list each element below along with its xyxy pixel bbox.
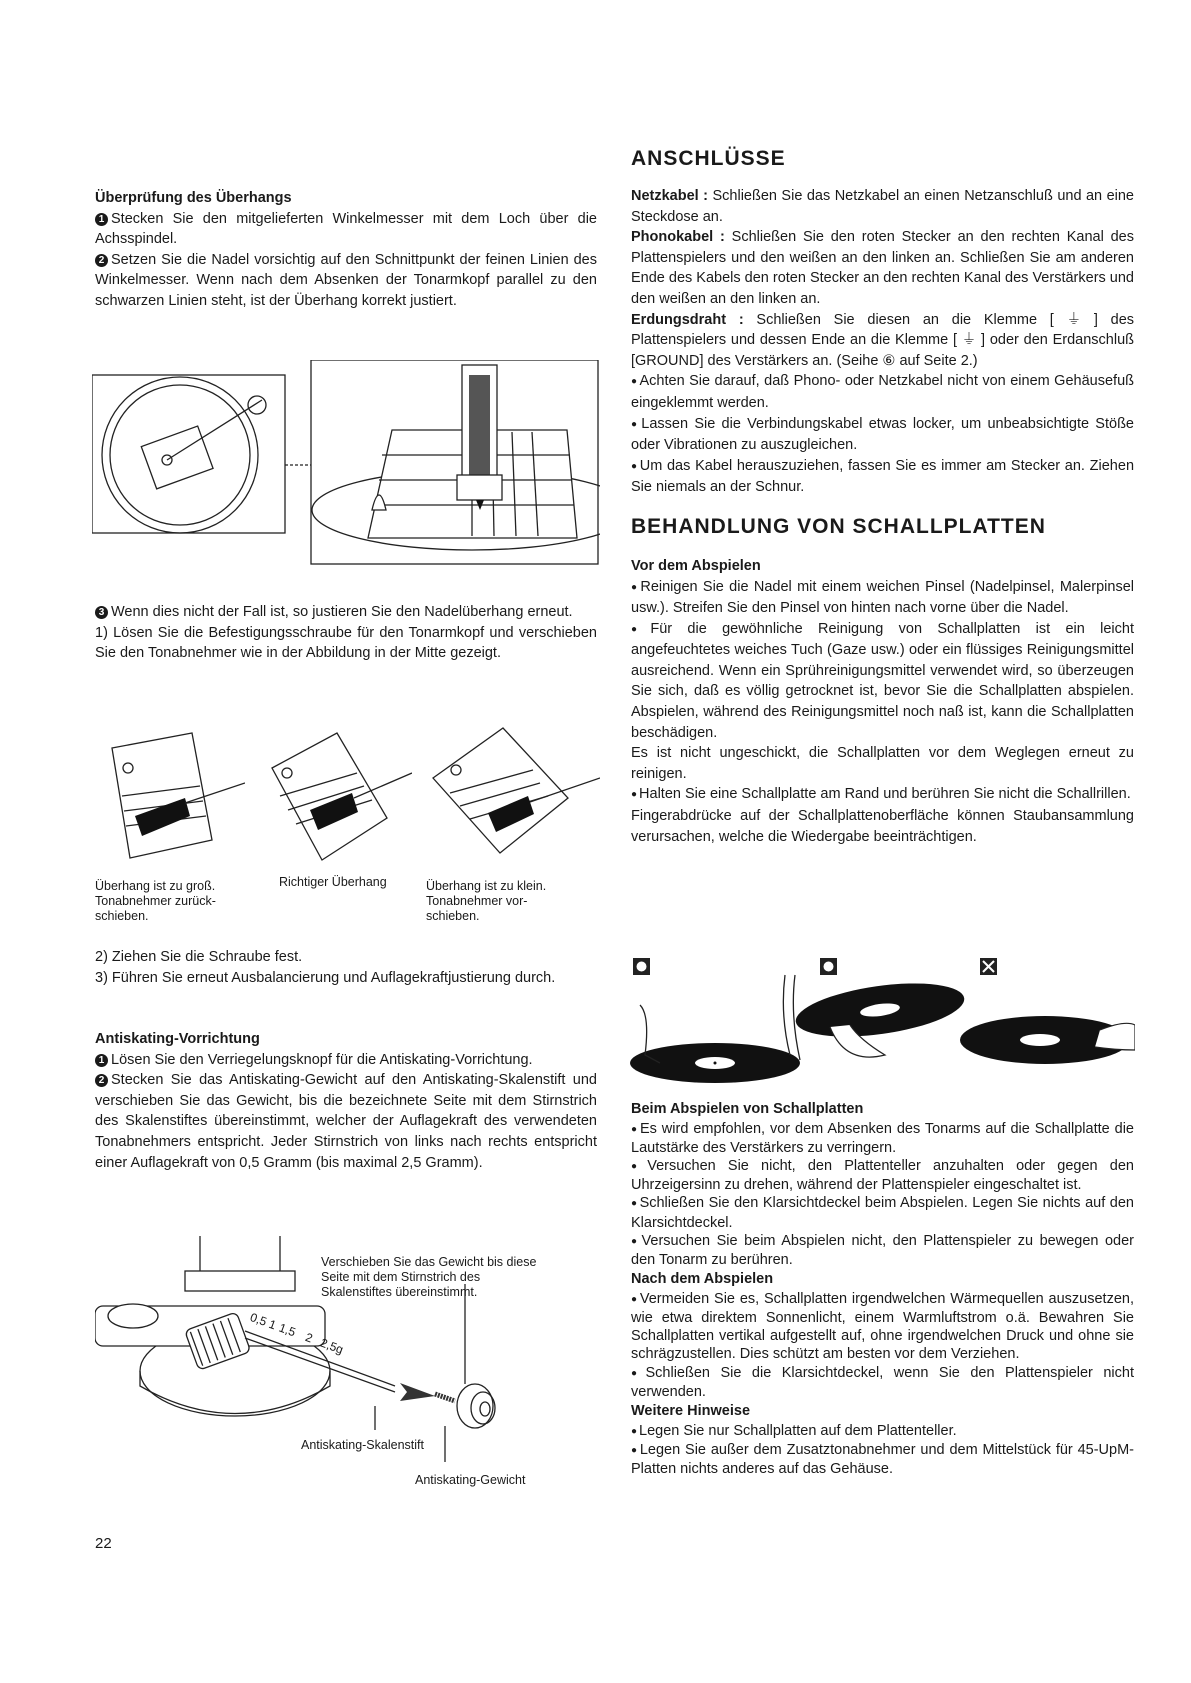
anschluesse-bullet-1: ● Achten Sie darauf, daß Phono- oder Netzkabel nicht von einem Gehäusefuß eingeklemmt werden. (631, 371, 1134, 413)
record-handling-illustration (630, 955, 1135, 1085)
erdungsdraht-paragraph: Erdungsdraht : Schließen Sie diesen an die Klemme [ ⏚ ] des Plattenspielers und dessen Ende an die Klemme [ ⏚ ] oder den Erdanschluß [GROUND] des Verstärkers an. (Seihe ⑥ auf Seite 2.) (631, 311, 1135, 369)
nach-bullet-1: ● Vermeiden Sie es, Schallplatten irgendwelchen Wärmequellen auszusetzen, wie etwa direktem Sonnenlicht, einem Warmluftstrom o.ä. Bewahren Sie Schallplatten vertikal aufgestellt auf, ohne irgendwelchen Druck und ohne sie schrägzustellen. Dies schützt am besten vor dem Verziehen. (631, 1290, 1134, 1364)
weitere-bullet-1: ● Legen Sie nur Schallplatten auf dem Plattenteller. (631, 1422, 1134, 1441)
cartridge-correct-illustration (262, 728, 412, 873)
overhang-final-steps (95, 947, 597, 988)
vor-heading: Vor dem Abspielen (631, 557, 761, 574)
overhang-sub-3: 3) Führen Sie erneut Ausbalancierung und Auflagekraftjustierung durch. (95, 969, 556, 986)
antiskating-scale: 0,5 11,5 2 2,5g (248, 1310, 346, 1357)
vor-bullet-2: ● Für die gewöhnliche Reinigung von Schallplatten ist ein leicht angefeuchtetes weiches Tuch (Gaze usw.) oder ein flüssiges Reinigungsmittel ausreichend. Wenn ein Sprühreinigungsmittel verwendet wird, so überzeugen Sie sich, daß es völlig getrocknet ist, bevor Sie die Schallplatten abspielen. Abspielen, während des Reinigungsmittel noch naß ist, kann die Schallplatten beschädigen. (631, 619, 1134, 744)
nach-bullet-2: ● Schließen Sie die Klarsichtdeckel, wenn Sie den Plattenspieler nicht verwenden. (631, 1364, 1134, 1401)
page-number: 22 (95, 1535, 112, 1552)
overhang-step-3: 3 Wenn dies nicht der Fall ist, so justieren Sie den Nadelüberhang erneut. (95, 602, 597, 623)
anschluesse-heading: ANSCHLÜSSE (631, 147, 786, 170)
anschluesse-bullet-3: ● Um das Kabel herauszuziehen, fassen Sie es immer am Stecker an. Ziehen Sie niemals an der Schnur. (631, 456, 1134, 498)
beim-bullet-3: ● Schließen Sie den Klarsichtdeckel beim Abspielen. Legen Sie nichts auf den Klarsichtdeckel. (631, 1194, 1134, 1231)
vor-bullet-1: ● Reinigen Sie die Nadel mit einem weichen Pinsel (Nadelpinsel, Malerpinsel usw.). Streifen Sie den Pinsel von hinten nach vorne über die Nadel. (631, 577, 1134, 619)
beim-bullet-4: ● Versuchen Sie beim Abspielen nicht, den Plattenspieler zu bewegen oder den Tonarm zu berühren. (631, 1232, 1134, 1269)
antiskating-heading: Antiskating-Vorrichtung (95, 1031, 260, 1047)
overhang-sub-1: 1) Lösen Sie die Befestigungsschraube für den Tonarmkopf und verschieben Sie den Tonabnehmer wie in der Abbildung in der Mitte gezeigt. (95, 624, 597, 662)
behandlung-playback-section (631, 1099, 1134, 1478)
vor-bullet-3: ● Halten Sie eine Schallplatte am Rand und berühren Sie nicht die Schallrillen. (631, 784, 1134, 806)
behandlung-heading: BEHANDLUNG VON SCHALLPLATTEN (631, 514, 1046, 538)
overhang-heading: Überprüfung des Überhangs (95, 190, 292, 206)
overhang-step-1: 1 Stecken Sie den mitgelieferten Winkelmesser mit dem Loch über die Achsspindel. (95, 210, 597, 248)
protractor-illustration (92, 360, 600, 565)
caption-too-short: Überhang ist zu klein. Tonabnehmer vor- schieben. (426, 879, 547, 923)
beim-bullet-2: ● Versuchen Sie nicht, den Plattenteller anzuhalten oder gegen den Uhrzeigersinn zu drehen, während der Plattenspieler eingeschaltet ist. (631, 1157, 1134, 1194)
beim-bullet-1: ● Es wird empfohlen, vor dem Absenken des Tonarms auf die Schallplatte die Lautstärke des Verstärkers zu verringern. (631, 1120, 1134, 1157)
beim-heading: Beim Abspielen von Schallplatten (631, 1101, 864, 1117)
weitere-heading: Weitere Hinweise (631, 1403, 751, 1420)
netzkabel-paragraph: Netzkabel : Schließen Sie das Netzkabel an einen Netzanschluß und an eine Steckdose an. (631, 188, 1135, 225)
cartridge-too-far-illustration (100, 728, 245, 873)
overhang-adjust (95, 602, 597, 664)
antiskating-figure-note: Verschieben Sie das Gewicht bis diese Seite mit dem Stirnstrich des Skalenstiftes übereinstimmt. (321, 1255, 537, 1299)
antiskating-pin-label: Antiskating-Skalenstift (301, 1438, 424, 1452)
anschluesse-bullet-2: ● Lassen Sie die Verbindungskabel etwas locker, um unbeabsichtigte Stöße oder Vibrationen zu auszugleichen. (631, 414, 1134, 456)
antiskating-section (95, 1029, 597, 1173)
vor-paragraph-2: Fingerabdrücke auf der Schallplattenoberfläche können Staubansammlung verursachen, welche die Wiedergabe beeinträchtigen. (631, 808, 1134, 845)
antiskating-weight-label: Antiskating-Gewicht (415, 1473, 526, 1487)
vor-paragraph-1: Es ist nicht ungeschickt, die Schallplatten vor dem Weglegen erneut zu reinigen. (631, 745, 1134, 782)
caption-too-far: Überhang ist zu groß. Tonabnehmer zurück- schieben. (95, 879, 216, 923)
antiskating-step-2: 2 Stecken Sie das Antiskating-Gewicht auf den Antiskating-Skalenstift und verschieben Sie das Gewicht, bis die bezeichnete Seite mit dem Stirnstrich des Skalenstiftes übereinstimmt, welcher der Auflagekraft des verwendeten Tonabnehmers entspricht. Jeder Stirnstrich von links nach rechts entspricht einer Auflagekraft von 0,5 Gramm (bis maximal 2,5 Gramm). (95, 1072, 597, 1171)
antiskating-step-1: 1 Lösen Sie den Verriegelungsknopf für die Antiskating-Vorrichtung. (95, 1050, 597, 1071)
cartridge-too-short-illustration (428, 718, 600, 868)
overhang-step-2: 2 Setzen Sie die Nadel vorsichtig auf den Schnittpunkt der feinen Linien des Winkelmesser. Wenn nach dem Absenken der Tonarmkopf parallel zu den schwarzen Linien steht, ist der Überhang korrekt justiert. (95, 251, 597, 309)
nach-heading: Nach dem Abspielen (631, 1271, 774, 1288)
weitere-bullet-2: ● Legen Sie außer dem Zusatztonabnehmer und dem Mittelstück für 45-UpM-Platten nichts anderes auf das Gehäuse. (631, 1441, 1134, 1478)
caption-correct: Richtiger Überhang (279, 875, 387, 889)
phonokabel-paragraph: Phonokabel : Schließen Sie den roten Stecker an den rechten Kanal des Plattenspielers und den weißen an den linken an. Schließen Sie am anderen Ende des Kabels den roten Stecker an den rechten Kanal des Verstärkers und den weißen an den linken an. (631, 229, 1134, 307)
overhang-sub-2: 2) Ziehen Sie die Schraube fest. (95, 949, 303, 965)
anschluesse-section (631, 146, 1134, 847)
overhang-section (95, 188, 597, 312)
